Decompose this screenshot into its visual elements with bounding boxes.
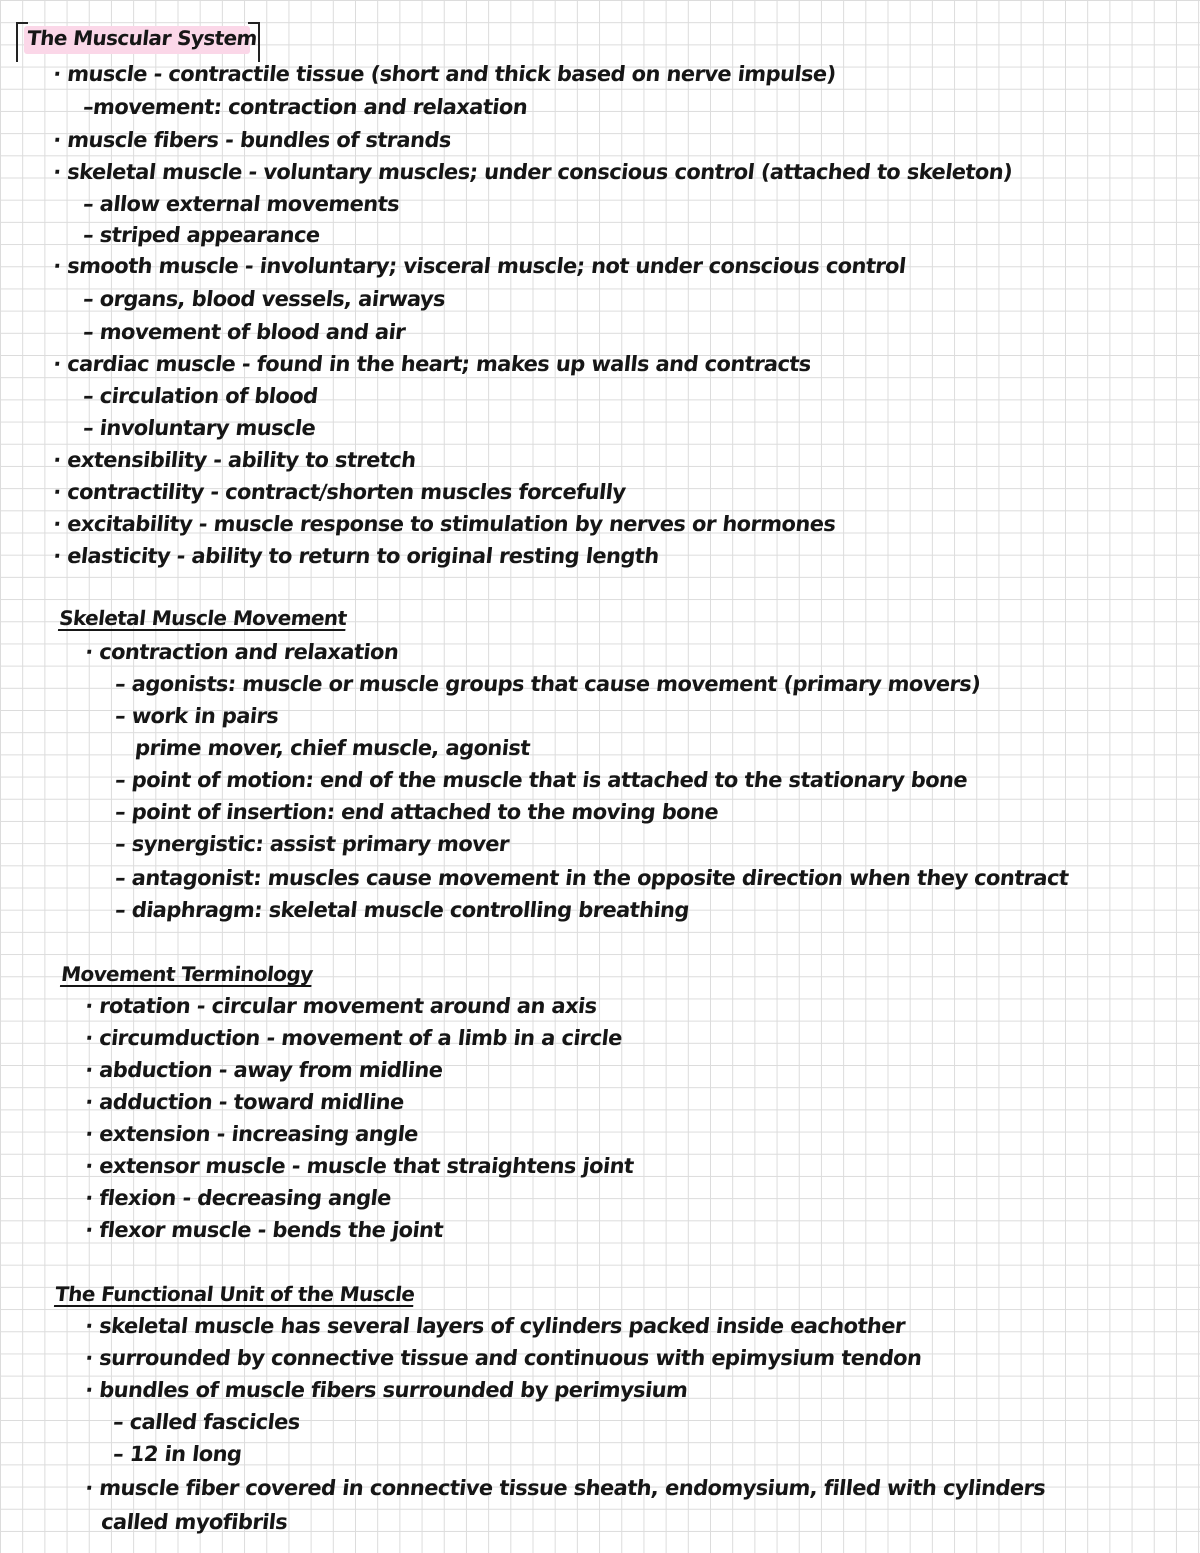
note-line: – circulation of blood [82, 384, 319, 408]
note-line: · muscle - contractile tissue (short and thick based on nerve impulse) [52, 62, 837, 86]
note-line: – antagonist: muscles cause movement in the opposite direction when they contract [114, 866, 1070, 890]
note-line: · flexor muscle - bends the joint [84, 1218, 445, 1242]
note-line: prime mover, chief muscle, agonist [134, 736, 532, 760]
section-heading: The Functional Unit of the Muscle [54, 1282, 416, 1306]
note-line: – organs, blood vessels, airways [82, 287, 447, 311]
note-line: · cardiac muscle - found in the heart; makes up walls and contracts [52, 352, 813, 376]
note-line: · bundles of muscle fibers surrounded by perimysium [84, 1378, 689, 1402]
note-line: · muscle fiber covered in connective tissue sheath, endomysium, filled with cylinders [84, 1476, 1047, 1500]
section-heading: Movement Terminology [60, 962, 314, 986]
note-line: · skeletal muscle has several layers of cylinders packed inside eachother [84, 1314, 907, 1338]
note-line: – point of insertion: end attached to the moving bone [114, 800, 720, 824]
note-line: – allow external movements [82, 192, 401, 216]
note-line: – synergistic: assist primary mover [114, 832, 511, 856]
note-line: – movement of blood and air [82, 320, 407, 344]
note-line: – diaphragm: skeletal muscle controlling breathing [114, 898, 691, 922]
section-heading: Skeletal Muscle Movement [58, 606, 348, 630]
note-line: called myofibrils [100, 1510, 289, 1534]
note-line: · skeletal muscle - voluntary muscles; under conscious control (attached to skeleton) [52, 160, 1014, 184]
note-line: · extensibility - ability to stretch [52, 448, 417, 472]
note-line: · flexion - decreasing angle [84, 1186, 393, 1210]
note-line: · muscle fibers - bundles of strands [52, 128, 453, 152]
note-line: · excitability - muscle response to stimulation by nerves or hormones [52, 512, 837, 536]
note-line: – called fascicles [112, 1410, 301, 1434]
note-line: · extension - increasing angle [84, 1122, 420, 1146]
note-line: – 12 in long [112, 1442, 243, 1466]
note-line: – point of motion: end of the muscle that is attached to the stationary bone [114, 768, 969, 792]
note-line: · contraction and relaxation [84, 640, 400, 664]
note-line: · surrounded by connective tissue and continuous with epimysium tendon [84, 1346, 923, 1370]
note-line: – agonists: muscle or muscle groups that cause movement (primary movers) [114, 672, 982, 696]
page-title: The Muscular System [26, 26, 259, 50]
note-line: – involuntary muscle [82, 416, 317, 440]
note-line: · abduction - away from midline [84, 1058, 444, 1082]
note-line: – work in pairs [114, 704, 280, 728]
note-line: · circumduction - movement of a limb in a circle [84, 1026, 624, 1050]
note-line: – striped appearance [82, 223, 321, 247]
note-line: –movement: contraction and relaxation [82, 95, 529, 119]
note-line: · adduction - toward midline [84, 1090, 406, 1114]
note-line: · elasticity - ability to return to original resting length [52, 544, 660, 568]
note-line: · extensor muscle - muscle that straightens joint [84, 1154, 635, 1178]
note-line: · contractility - contract/shorten muscles forcefully [52, 480, 627, 504]
note-line: · rotation - circular movement around an axis [84, 994, 598, 1018]
note-line: · smooth muscle - involuntary; visceral muscle; not under conscious control [52, 254, 907, 278]
